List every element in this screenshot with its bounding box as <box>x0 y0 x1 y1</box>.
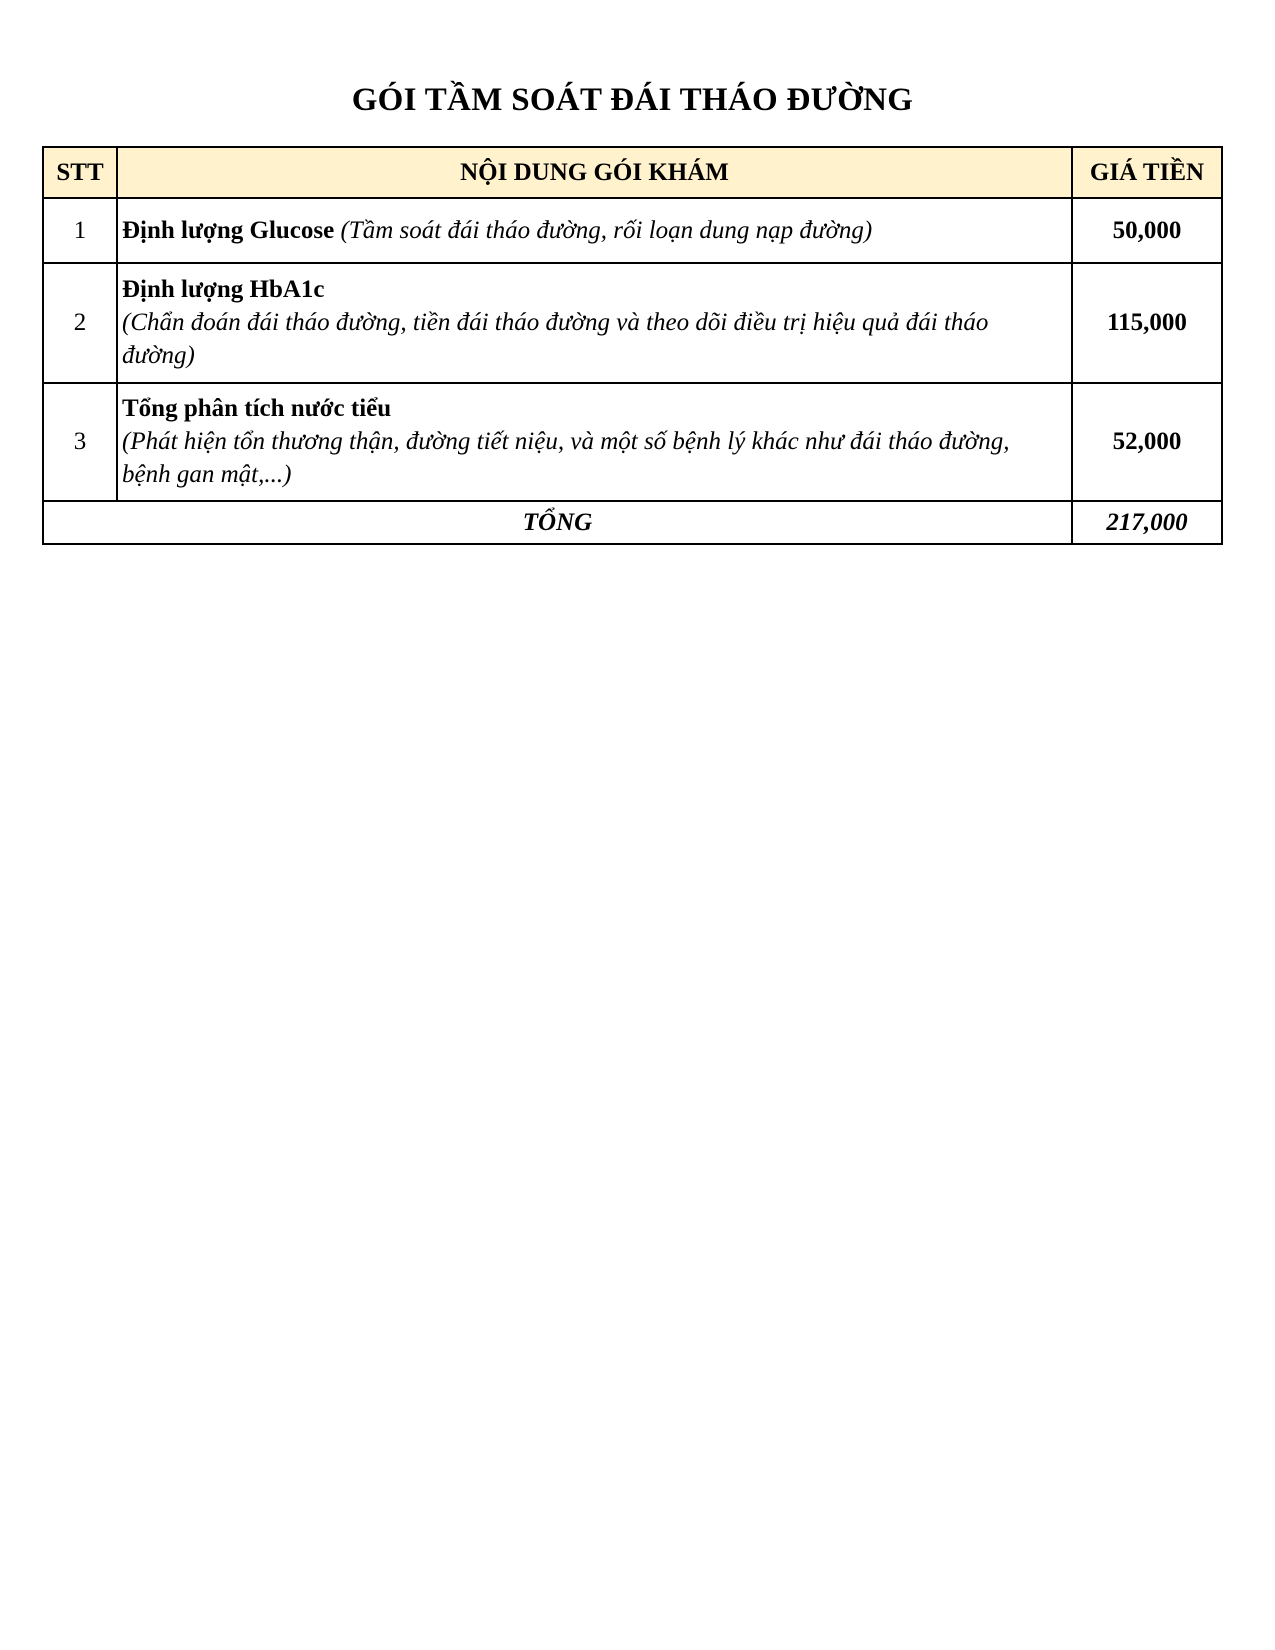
page-title: GÓI TẦM SOÁT ĐÁI THÁO ĐƯỜNG <box>351 82 914 118</box>
test-name: Định lượng HbA1c <box>122 276 325 303</box>
header-content: NỘI DUNG GÓI KHÁM <box>117 147 1072 198</box>
row-stt: 1 <box>43 198 117 263</box>
header-price: GIÁ TIỀN <box>1072 147 1222 198</box>
row-price: 115,000 <box>1072 263 1222 383</box>
total-value: 217,000 <box>1072 501 1222 544</box>
table-row <box>43 198 1222 263</box>
row-content <box>117 263 1072 383</box>
total-row <box>43 501 1222 544</box>
test-description: (Chẩn đoán đái tháo đường, tiền đái tháo đường và theo dõi điều trị hiệu quả đái tháo đường) <box>122 309 989 369</box>
total-label: TỔNG <box>43 501 1072 544</box>
row-content <box>117 198 1072 263</box>
test-name: Định lượng Glucose <box>122 216 335 244</box>
row-stt: 3 <box>43 383 117 501</box>
row-content <box>117 383 1072 501</box>
test-description: (Tầm soát đái tháo đường, rối loạn dung nạp đường) <box>340 216 873 244</box>
table-header-row <box>43 147 1222 198</box>
table-row <box>43 263 1222 383</box>
header-stt: STT <box>43 147 117 198</box>
package-table <box>42 146 1223 545</box>
row-price: 52,000 <box>1072 383 1222 501</box>
test-name: Tổng phân tích nước tiểu <box>122 395 392 422</box>
test-description: (Phát hiện tổn thương thận, đường tiết niệu, và một số bệnh lý khác như đái tháo đường, bệnh gan mật,...) <box>122 428 1010 488</box>
row-stt: 2 <box>43 263 117 383</box>
row-price: 50,000 <box>1072 198 1222 263</box>
table-row <box>43 383 1222 501</box>
